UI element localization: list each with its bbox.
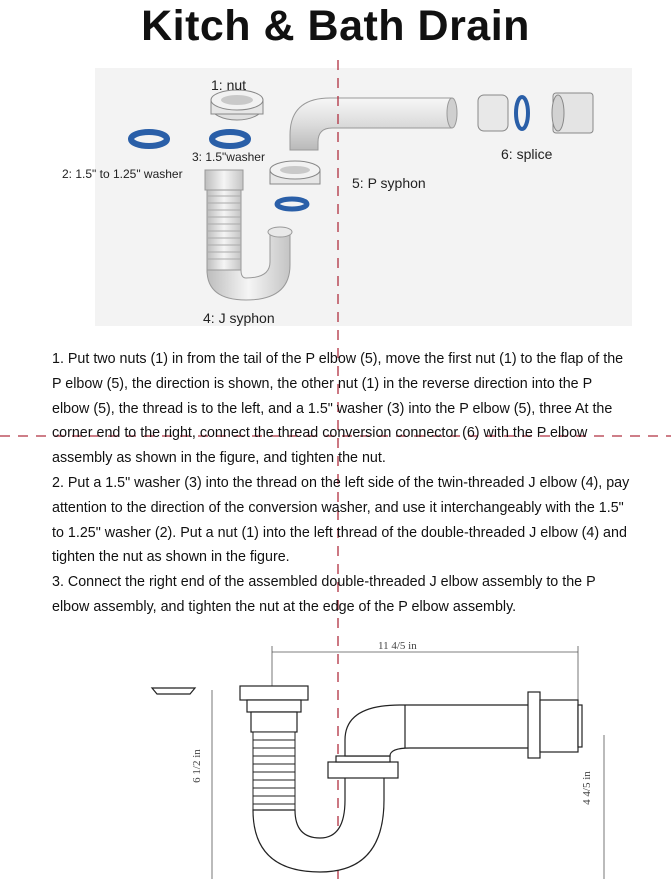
splice-part [478,93,593,133]
washer-conversion-part [131,132,167,146]
label-washer: 3: 1.5"washer [192,150,265,164]
dimension-width: 11 4/5 in [378,640,417,652]
assembly-drawing [152,646,604,879]
label-j-syphon: 4: J syphon [203,310,275,326]
instruction-step-3: 3. Connect the right end of the assembled double-threaded J elbow assembly to the P elbow assembly, and tighten the nut at the edge of the P elbow assembly. [52,574,596,615]
p-syphon-part [290,98,457,150]
dimension-height-left: 6 1/2 in [190,749,203,783]
label-splice: 6: splice [501,146,553,162]
label-p-syphon: 5: P syphon [352,175,426,191]
instruction-step-1: 1. Put two nuts (1) in from the tail of the P elbow (5), move the first nut (1) to the flap of the P elbow (5), the direction is shown, the other nut (1) in the reverse direction into the P elbow (5), the thread is to the left, and a 1.5" washer (3) into the P elbow (5), three At the corner end to the right, connect the thread conversion connector (6) with the P elbow assembly as shown in the figure, and tighten the nut. [52,351,624,467]
nut-part-2 [270,161,320,184]
label-nut: 1: nut [211,77,247,93]
instructions [52,347,632,620]
dimension-height-right: 4 4/5 in [580,771,593,805]
nut-part [211,90,263,120]
j-syphon-part [205,170,292,300]
label-washer-conversion: 2: 1.5" to 1.25" washer [62,167,183,181]
instruction-step-2: 2. Put a 1.5" washer (3) into the thread on the left side of the twin-threaded J elbow (4), pay attention to the direction of the conversion washer, and use it interchangeably with the 1.5" to 1.25" washer (2). Put a nut (1) into the left thread of the double-threaded J elbow (4) and tighten the nut as shown in the figure. [52,474,630,566]
page-title: Kitch & Bath Drain [141,2,530,50]
